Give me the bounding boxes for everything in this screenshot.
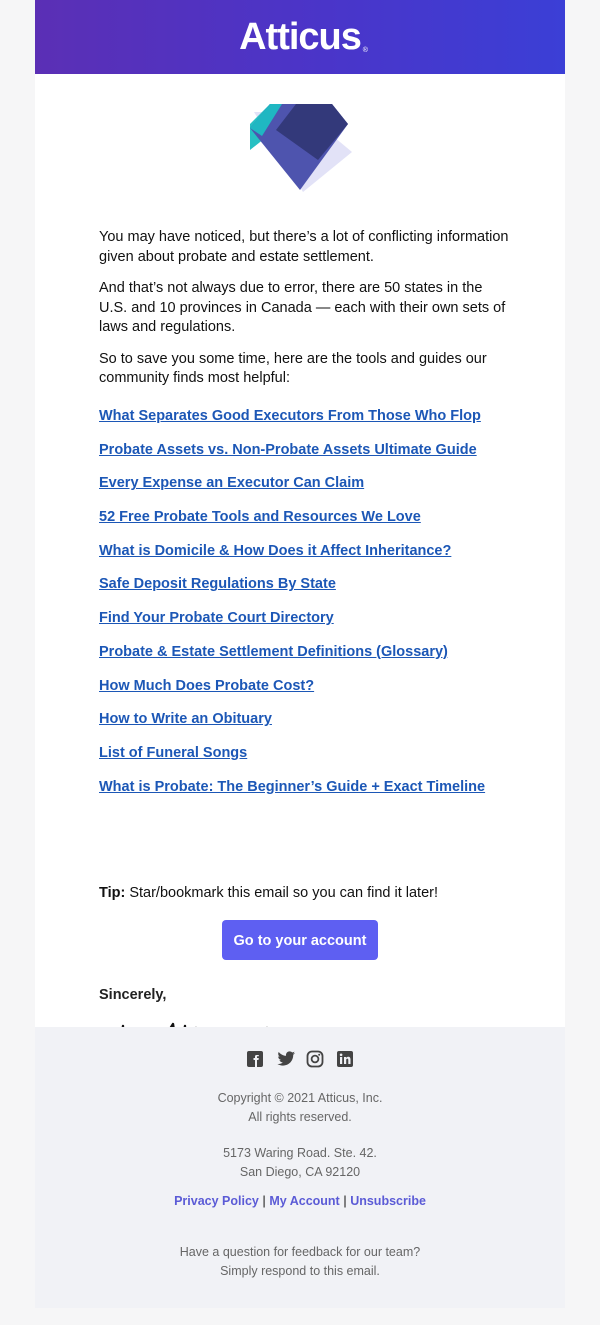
social-links xyxy=(35,1050,565,1068)
link-write-obituary[interactable]: How to Write an Obituary xyxy=(99,711,272,728)
copyright xyxy=(35,1089,565,1126)
link-good-executors[interactable]: What Separates Good Executors From Those Who Flop xyxy=(99,408,481,424)
link-domicile-inheritance[interactable]: What is Domicile & How Does it Affect Inheritance? xyxy=(99,542,452,559)
link-safe-deposit-regulations[interactable]: Safe Deposit Regulations By State xyxy=(99,576,336,593)
email-content xyxy=(35,74,565,1027)
link-glossary[interactable]: Probate & Estate Settlement Definitions (Glossary) xyxy=(99,643,448,660)
heart-logo-icon xyxy=(248,102,352,194)
copyright-line-1: Copyright © 2021 Atticus, Inc. xyxy=(217,1091,383,1105)
footer-separator: | xyxy=(343,1194,347,1208)
tip-text xyxy=(99,885,438,901)
atticus-logo[interactable] xyxy=(239,16,367,58)
unsubscribe-link[interactable]: Unsubscribe xyxy=(350,1194,426,1208)
tip-body: Star/bookmark this email so you can find it later! xyxy=(125,885,439,901)
intro-paragraph-2: And that’s not always due to error, there are 50 states in the U.S. and 10 provinces in Canada — each with their own sets of laws and regulations. xyxy=(99,280,506,335)
intro-paragraph-3: So to save you some time, here are the tools and guides our community finds most helpful: xyxy=(99,350,487,386)
link-probate-assets-guide[interactable]: Probate Assets vs. Non-Probate Assets Ultimate Guide xyxy=(99,441,477,458)
tip-label: Tip: xyxy=(99,885,126,901)
logo-text: Atticus xyxy=(239,16,361,58)
link-executor-expenses[interactable]: Every Expense an Executor Can Claim xyxy=(99,475,365,492)
closing-sincerely: Sincerely, xyxy=(99,987,167,1003)
footer-links xyxy=(35,1194,565,1208)
linkedin-icon[interactable] xyxy=(336,1050,354,1068)
link-probate-beginners-guide[interactable]: What is Probate: The Beginner’s Guide + Exact Timeline xyxy=(99,778,486,795)
link-probate-cost[interactable]: How Much Does Probate Cost? xyxy=(99,677,315,694)
link-probate-court-directory[interactable]: Find Your Probate Court Directory xyxy=(99,610,334,627)
email-container xyxy=(35,0,565,1308)
my-account-link[interactable]: My Account xyxy=(269,1194,340,1208)
intro-text xyxy=(99,228,509,401)
link-free-probate-tools[interactable]: 52 Free Probate Tools and Resources We Love xyxy=(99,509,421,526)
feedback-line-2: Simply respond to this email. xyxy=(220,1263,380,1278)
copyright-line-2: All rights reserved. xyxy=(248,1109,352,1124)
company-address xyxy=(35,1144,565,1181)
address-line-1: 5173 Waring Road. Ste. 42. xyxy=(223,1146,377,1160)
email-header xyxy=(35,0,565,74)
email-footer xyxy=(35,1027,565,1308)
instagram-icon[interactable] xyxy=(306,1050,324,1068)
intro-paragraph-1: You may have noticed, but there’s a lot of conflicting information given about probate and estate settlement. xyxy=(99,229,509,265)
privacy-policy-link[interactable]: Privacy Policy xyxy=(174,1194,259,1208)
twitter-icon[interactable] xyxy=(276,1050,294,1068)
go-to-account-button[interactable]: Go to your account xyxy=(222,920,378,960)
feedback-line-1: Have a question for feedback for our team? xyxy=(179,1245,421,1259)
facebook-icon[interactable] xyxy=(246,1050,264,1068)
address-line-2: San Diego, CA 92120 xyxy=(239,1164,361,1179)
trademark-symbol: ® xyxy=(362,47,367,54)
guide-link-list xyxy=(99,407,519,811)
link-funeral-songs[interactable]: List of Funeral Songs xyxy=(99,744,248,761)
footer-separator: | xyxy=(262,1194,266,1208)
feedback-note xyxy=(35,1243,565,1280)
